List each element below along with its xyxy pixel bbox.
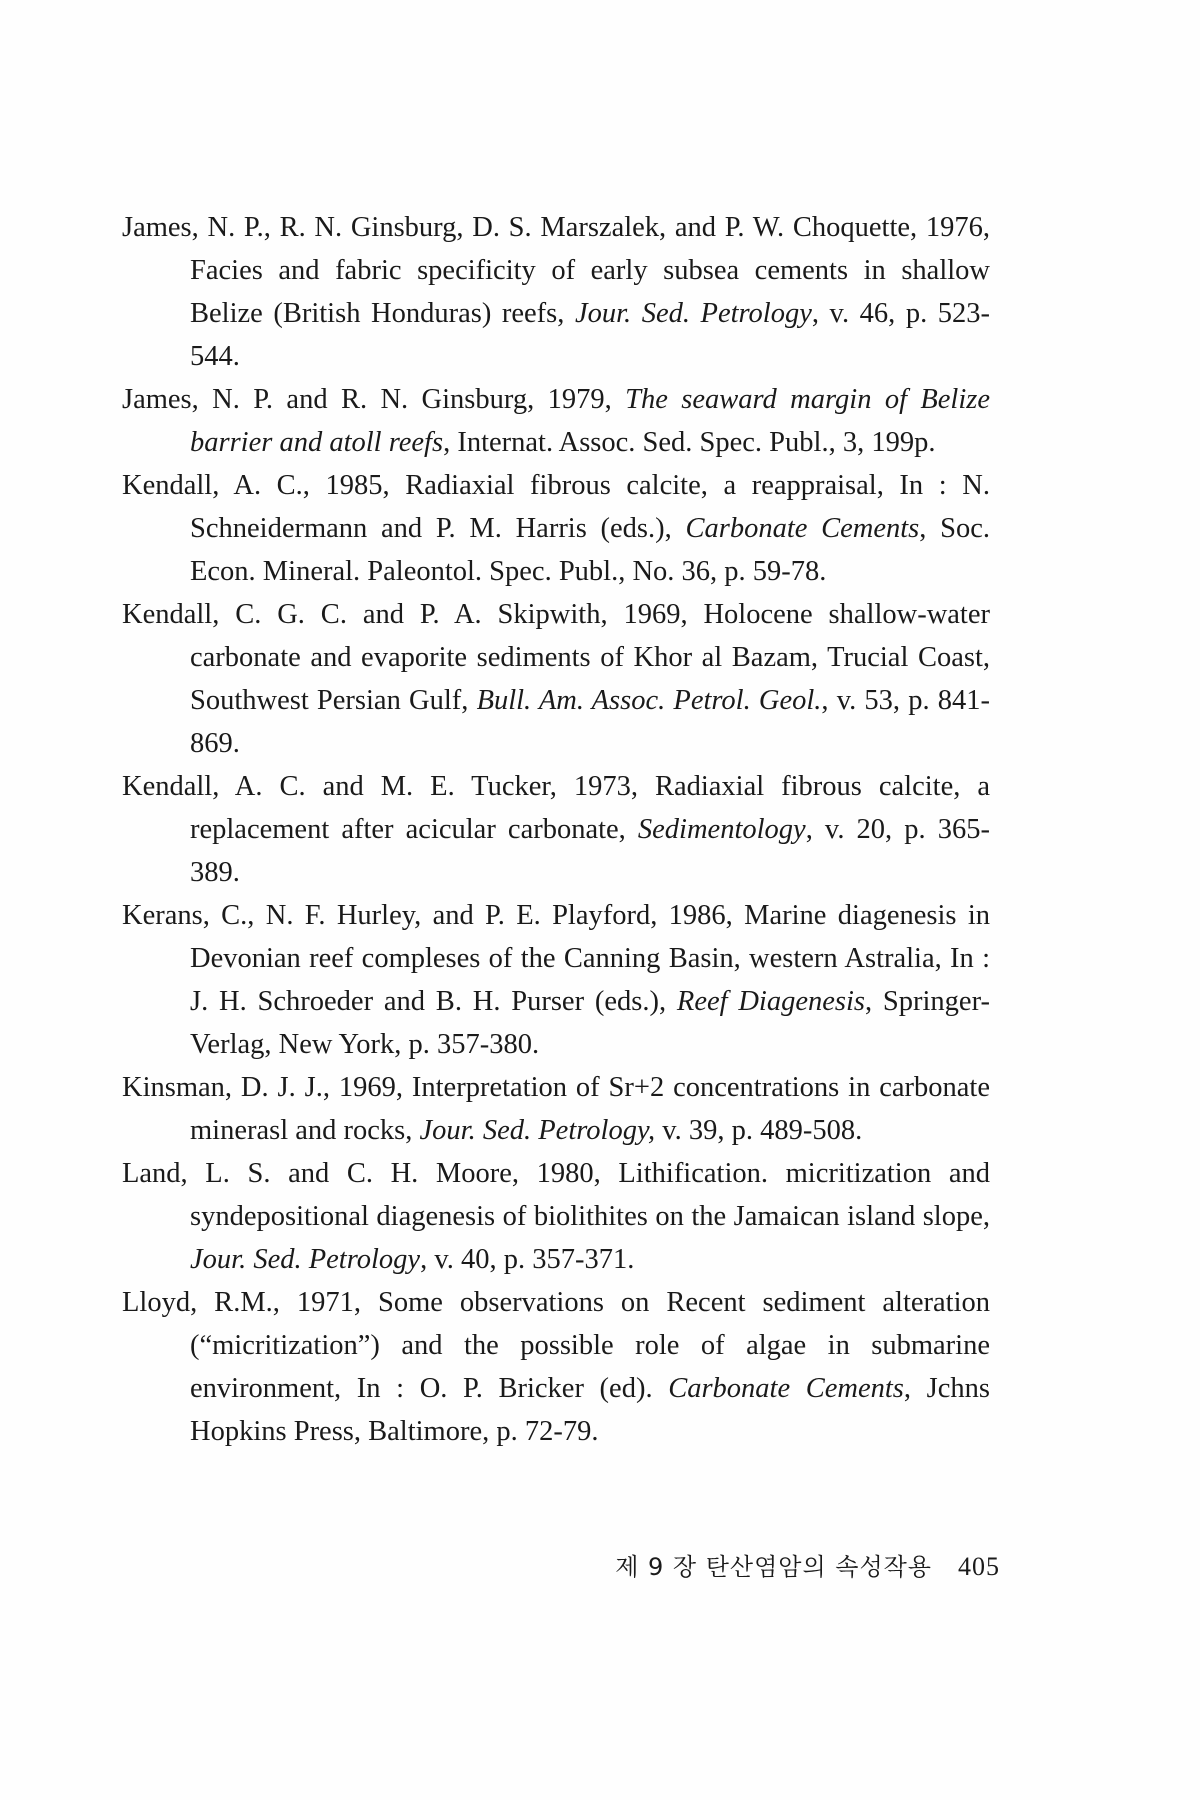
reference-entry: Kendall, A. C. and M. E. Tucker, 1973, Radiaxial fibrous calcite, a replacement after acicular carbonate, Sedimentology, v. 20, p. 365-389.: [122, 771, 990, 888]
journal-title: The seaward margin of Belize barrier and atoll reefs: [190, 384, 991, 458]
journal-title: Carbonate Cements: [668, 1373, 904, 1404]
journal-title: Bull. Am. Assoc. Petrol. Geol.: [476, 685, 822, 716]
reference-entry: Kerans, C., N. F. Hurley, and P. E. Playford, 1986, Marine diagenesis in Devonian reef compleses of the Canning Basin, western Astralia, In : J. H. Schroeder and B. H. Purser (eds.), Reef Diagenesis, Springer-Verlag, New York, p. 357-380.: [122, 900, 990, 1060]
reference-entry: Kinsman, D. J. J., 1969, Interpretation of Sr+2 concentrations in carbonate minerasl and rocks, Jour. Sed. Petrology, v. 39, p. 489-508.: [122, 1072, 990, 1146]
reference-entry: Land, L. S. and C. H. Moore, 1980, Lithification. micritization and syndepositional diagenesis of biolithites on the Jamaican island slope, Jour. Sed. Petrology, v. 40, p. 357-371.: [122, 1158, 990, 1275]
reference-entry: Kendall, A. C., 1985, Radiaxial fibrous calcite, a reappraisal, In : N. Schneidermann and P. M. Harris (eds.), Carbonate Cements, Soc. Econ. Mineral. Paleontol. Spec. Publ., No. 36, p. 59-78.: [122, 470, 991, 587]
reference-entry: Lloyd, R.M., 1971, Some observations on Recent sediment alteration (“micritization”) and the possible role of algae in submarine environment, In : O. P. Bricker (ed). Carbonate Cements, Jchns Hopkins Press, Baltimore, p. 72-79.: [122, 1287, 990, 1447]
journal-title: Jour. Sed. Petrology: [190, 1244, 421, 1275]
journal-title: Sedimentology: [637, 814, 806, 845]
reference-entry: James, N. P., R. N. Ginsburg, D. S. Marszalek, and P. W. Choquette, 1976, Facies and fabric specificity of early subsea cements in shallow Belize (British Honduras) reefs, Jour. Sed. Petrology, v. 46, p. 523-544.: [122, 212, 991, 372]
reference-entry: James, N. P. and R. N. Ginsburg, 1979, The seaward margin of Belize barrier and atoll reefs, Internat. Assoc. Sed. Spec. Publ., 3, 199p.: [122, 384, 991, 458]
reference-entry: Kendall, C. G. C. and P. A. Skipwith, 1969, Holocene shallow-water carbonate and evaporite sediments of Khor al Bazam, Trucial Coast, Southwest Persian Gulf, Bull. Am. Assoc. Petrol. Geol., v. 53, p. 841-869.: [122, 599, 991, 759]
journal-title: Reef Diagenesis: [676, 986, 865, 1017]
journal-title: Jour. Sed. Petrology,: [419, 1115, 656, 1146]
journal-title: Jour. Sed. Petrology: [574, 298, 812, 329]
journal-title: Carbonate Cements: [685, 513, 920, 544]
page-footer: [560, 1552, 1000, 1582]
page-number: 405: [958, 1552, 1000, 1581]
chapter-title: 제 9 장 탄산염암의 속성작용: [615, 1553, 932, 1581]
reference-list: [122, 206, 990, 1453]
